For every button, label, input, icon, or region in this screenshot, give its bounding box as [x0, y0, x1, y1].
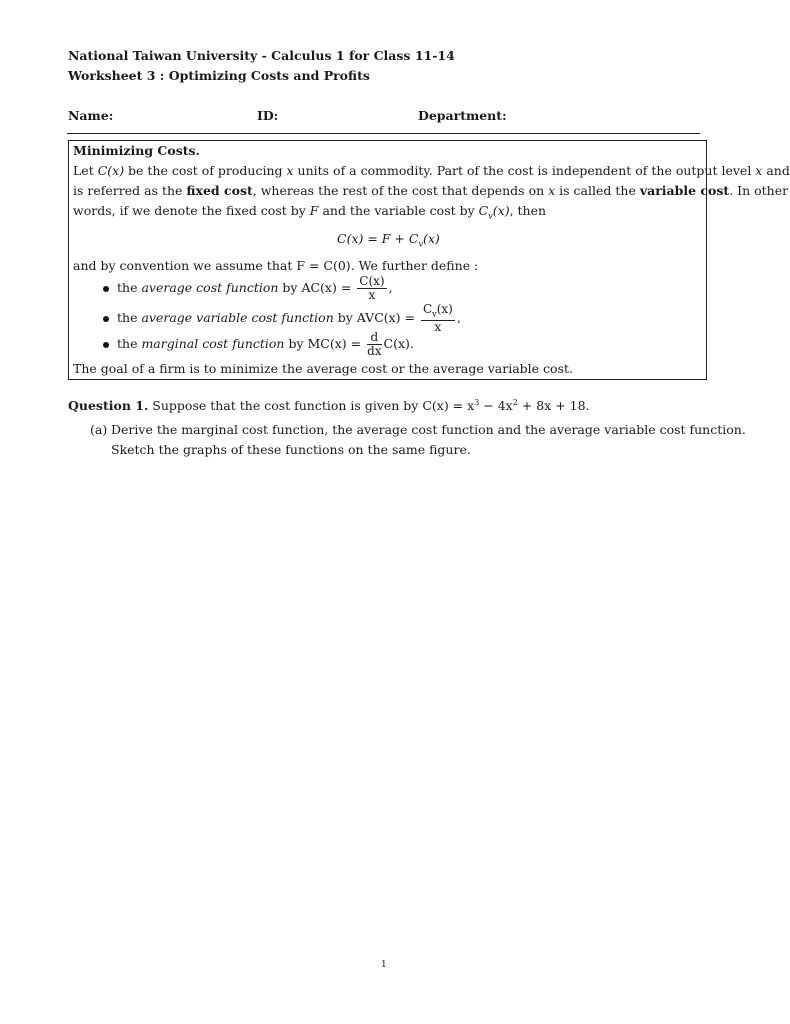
box-paragraph-line-3: words, if we denote the fixed cost by F and the variable cost by $C_v(x)$, then [73, 203, 547, 221]
box-paragraph-line-1: Let C(x) be the cost of producing x units of a commodity. Part of the cost is independent of the output level x and [73, 163, 790, 178]
box-convention-line: and by convention we assume that F = C(0). We further define : [73, 258, 479, 273]
question-1a-line-2: Sketch the graphs of these functions on the same figure. [111, 442, 471, 457]
bullet-marginal-cost: the marginal cost function by MC(x) = $\frac{d}{dx}$ C(x). [103, 331, 414, 358]
question-1a-label: (a) [90, 422, 108, 437]
course-title: National Taiwan University - Calculus 1 for Class 11-14 [68, 48, 455, 63]
cost-equation: $C(x) = F + C_v(x)$ [337, 231, 440, 249]
question-1a-line-1: Derive the marginal cost function, the average cost function and the average variable cost function. [111, 422, 746, 437]
box-title: Minimizing Costs. [73, 143, 200, 158]
page-number: 1 [381, 960, 387, 970]
question-1: Question 1. Suppose that the cost function is given by $C(x) = x^3 - 4x^2 + 8x + 18$. [68, 398, 590, 414]
header-rule [67, 133, 700, 134]
box-goal-line: The goal of a firm is to minimize the average cost or the average variable cost. [73, 361, 573, 376]
id-label: ID: [257, 108, 279, 123]
bullet-average-cost: the average cost function by AC(x) = $\frac{C(x)}{x}$ , [103, 275, 393, 302]
bullet-average-variable-cost: the average variable cost function by AVC(x) = $\frac{C_v(x)}{x}$ , [103, 303, 461, 334]
name-label: Name: [68, 108, 114, 123]
box-paragraph-line-2: is referred as the fixed cost, whereas the rest of the cost that depends on x is called the variable cost. In other [73, 183, 789, 198]
worksheet-title: Worksheet 3 : Optimizing Costs and Profits [68, 68, 370, 83]
definition-box [68, 140, 790, 380]
department-label: Department: [418, 108, 507, 123]
